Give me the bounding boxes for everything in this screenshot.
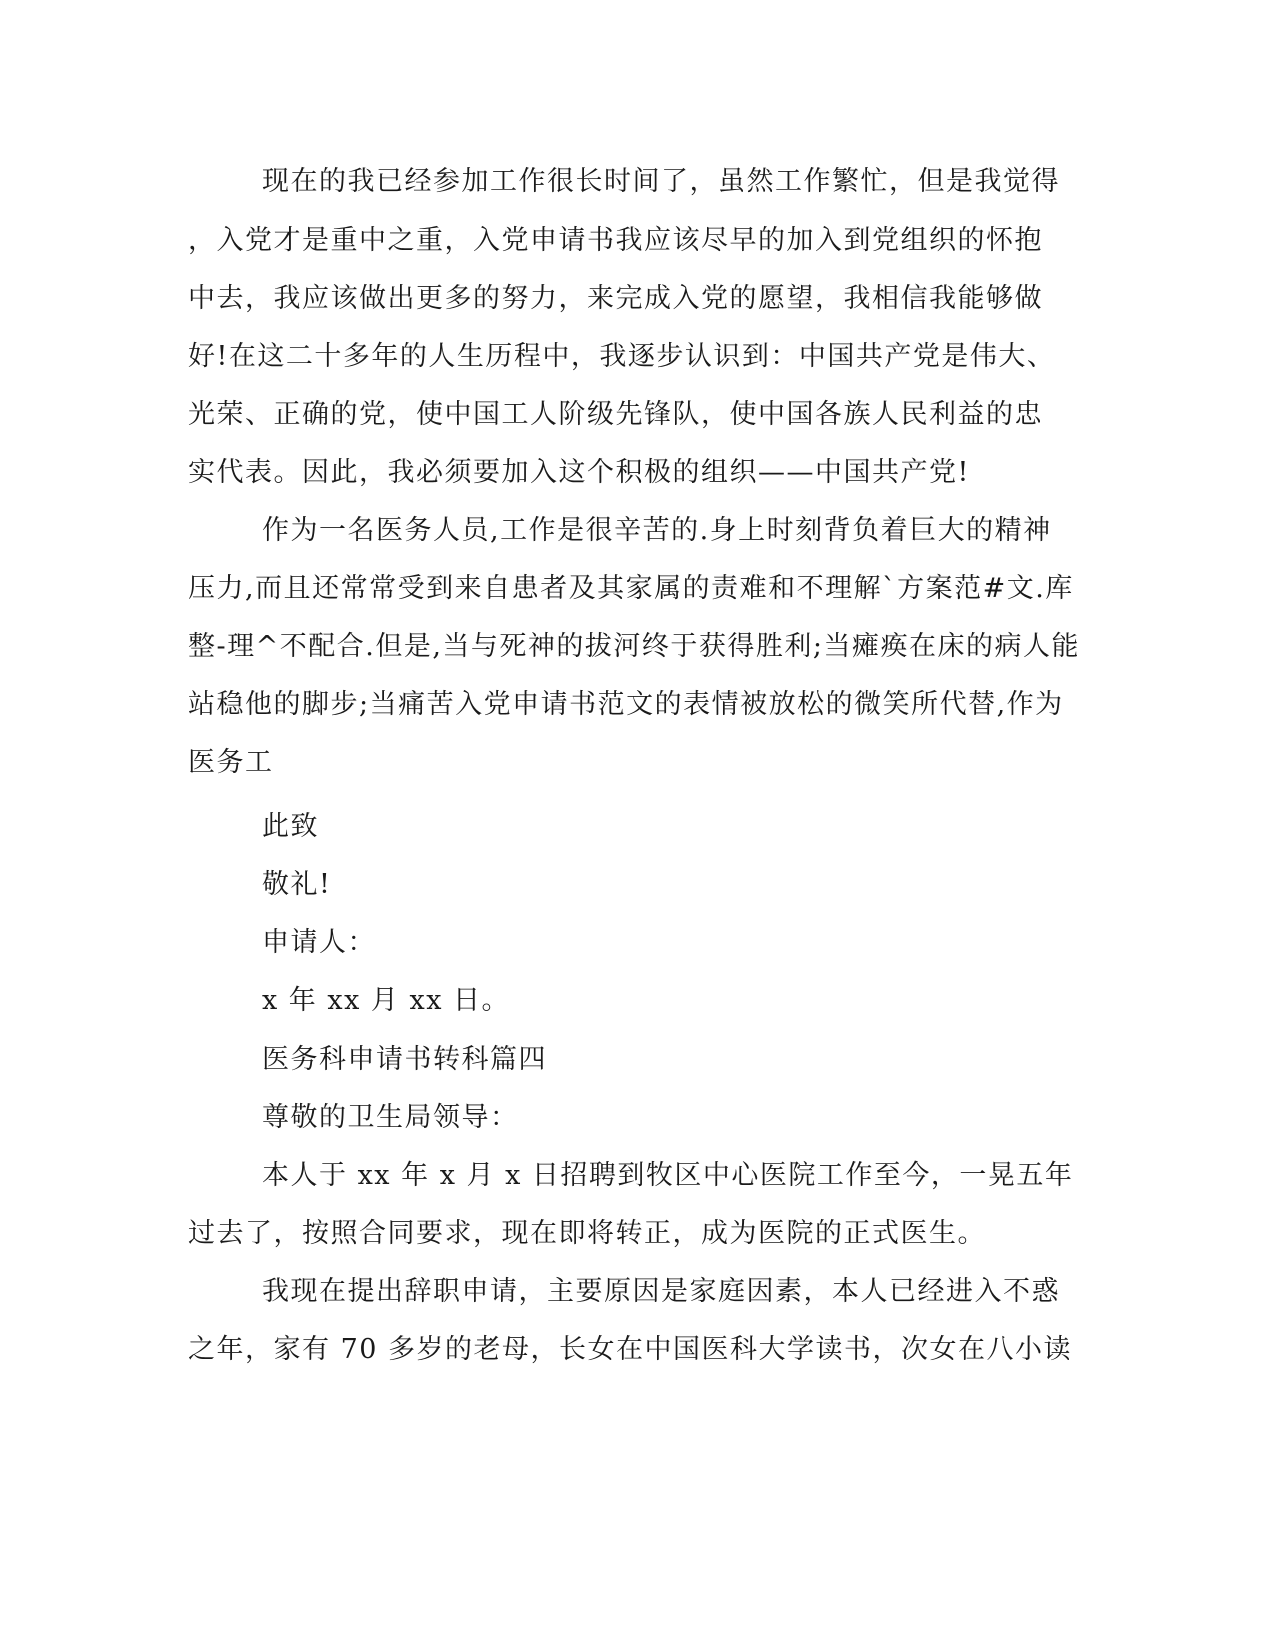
paragraph-1-line-5: 光荣、正确的党，使中国工人阶级先锋队，使中国各族人民利益的忠 bbox=[188, 399, 1043, 430]
closing-text: 此致 bbox=[262, 811, 319, 842]
greeting: 尊敬的卫生局领导： bbox=[262, 1102, 519, 1133]
paragraph-2-line-4: 站稳他的脚步;当痛苦入党申请书范文的表情被放松的微笑所代替,作为 bbox=[188, 689, 1064, 720]
date-line: x 年 xx 月 xx 日。 bbox=[262, 985, 511, 1016]
paragraph-3-line-1: 本人于 xx 年 x 月 x 日招聘到牧区中心医院工作至今，一晃五年 bbox=[262, 1160, 1074, 1191]
salute-text: 敬礼! bbox=[262, 869, 332, 900]
paragraph-2-line-3: 整-理^不配合.但是,当与死神的拔河终于获得胜利;当瘫痪在床的病人能 bbox=[188, 631, 1081, 662]
section-title: 医务科申请书转科篇四 bbox=[262, 1044, 547, 1075]
applicant-label: 申请人： bbox=[262, 927, 376, 958]
paragraph-1-line-6: 实代表。因此，我必须要加入这个积极的组织——中国共产党! bbox=[188, 457, 970, 488]
paragraph-1-line-3: 中去，我应该做出更多的努力，来完成入党的愿望，我相信我能够做 bbox=[188, 283, 1043, 314]
paragraph-1-line-4: 好!在这二十多年的人生历程中，我逐步认识到：中国共产党是伟大、 bbox=[188, 341, 1056, 372]
paragraph-4-line-1: 我现在提出辞职申请，主要原因是家庭因素，本人已经进入不惑 bbox=[262, 1276, 1060, 1307]
paragraph-1-line-2: ，入党才是重中之重，入党申请书我应该尽早的加入到党组织的怀抱 bbox=[188, 225, 1043, 256]
paragraph-2-line-5: 医务工 bbox=[188, 747, 274, 778]
paragraph-4-line-2: 之年，家有 70 多岁的老母，长女在中国医科大学读书，次女在八小读 bbox=[188, 1334, 1073, 1365]
paragraph-2-line-2: 压力,而且还常常受到来自患者及其家属的责难和不理解`方案范#文.库 bbox=[188, 573, 1074, 604]
paragraph-1-line-1: 现在的我已经参加工作很长时间了，虽然工作繁忙，但是我觉得 bbox=[262, 166, 1060, 197]
paragraph-3-line-2: 过去了，按照合同要求，现在即将转正，成为医院的正式医生。 bbox=[188, 1218, 986, 1249]
paragraph-2-line-1: 作为一名医务人员,工作是很辛苦的.身上时刻背负着巨大的精神 bbox=[262, 515, 1052, 546]
